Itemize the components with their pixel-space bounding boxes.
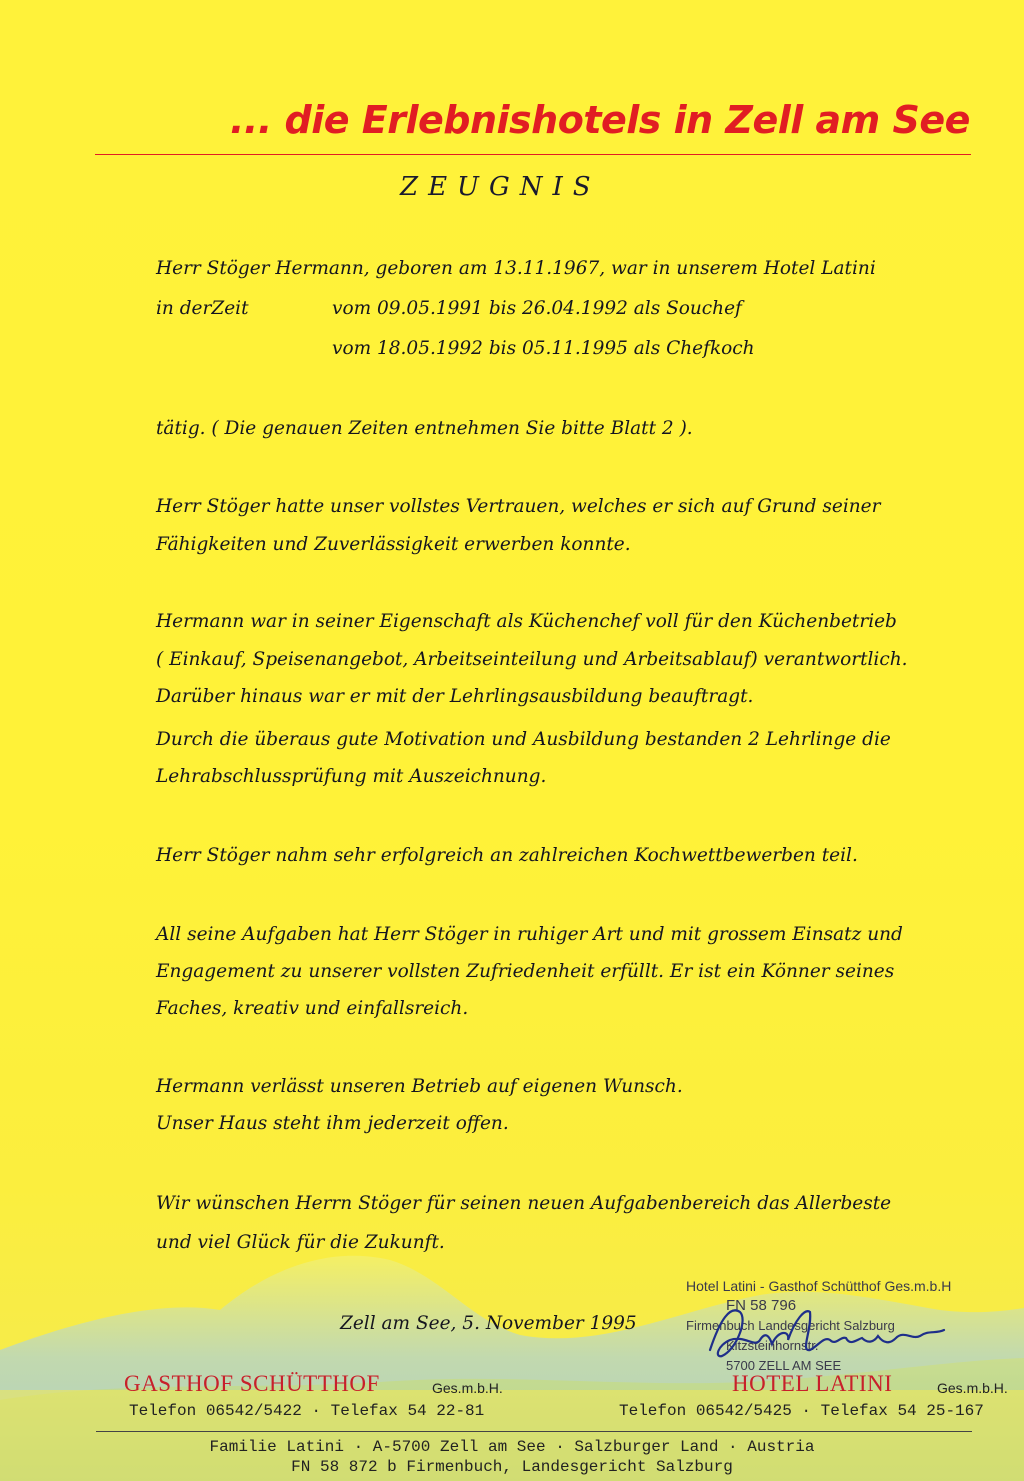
body-line: Wir wünschen Herrn Stöger für seinen neuen Aufgabenbereich das Allerbeste (156, 1193, 892, 1214)
company-name-left: GASTHOF SCHÜTTHOF (124, 1371, 380, 1396)
body-line: Herr Stöger Hermann, geboren am 13.11.1967, war in unserem Hotel Latini (156, 258, 876, 279)
period-line: vom 18.05.1992 bis 05.11.1995 als Chefkoch (332, 338, 755, 359)
footer-divider (96, 1431, 972, 1432)
stamp-line: Hotel Latini - Gasthof Schütthof Ges.m.b.H (686, 1278, 952, 1294)
body-line: All seine Aufgaben hat Herr Stöger in ruhiger Art und mit grossem Einsatz und (156, 924, 903, 945)
body-line: Fähigkeiten und Zuverlässigkeit erwerben konnte. (156, 534, 631, 555)
place-and-date: Zell am See, 5. November 1995 (340, 1313, 637, 1334)
footer-address: Familie Latini · A-5700 Zell am See · Salzburger Land · Austria (209, 1438, 815, 1456)
phone-left: Telefon 06542/5422 · Telefax 54 22-81 (129, 1402, 485, 1420)
body-line: Faches, kreativ und einfallsreich. (156, 998, 469, 1019)
body-line: in derZeit (156, 298, 249, 319)
period-line: vom 09.05.1991 bis 26.04.1992 als Souchef (332, 298, 742, 319)
phone-right: Telefon 06542/5425 · Telefax 54 25-167 (619, 1402, 984, 1420)
hotel-slogan-header: ... die Erlebnishotels in Zell am See (230, 98, 970, 142)
company-name-right: HOTEL LATINI (732, 1371, 893, 1396)
stamp-line: FN 58 796 (726, 1297, 797, 1314)
document-title: ZEUGNIS (400, 172, 601, 202)
body-line: Engagement zu unserer vollsten Zufriedenheit erfüllt. Er ist ein Könner seines (156, 961, 895, 982)
body-line: Darüber hinaus war er mit der Lehrlingsausbildung beauftragt. (156, 686, 754, 707)
body-line: tätig. ( Die genauen Zeiten entnehmen Sie bitte Blatt 2 ). (156, 418, 693, 439)
body-line: Durch die überaus gute Motivation und Ausbildung bestanden 2 Lehrlinge die (156, 729, 891, 750)
header-divider (95, 154, 971, 155)
handwritten-signature (700, 1300, 960, 1370)
body-line: Herr Stöger nahm sehr erfolgreich an zahlreichen Kochwettbewerben teil. (156, 845, 858, 866)
body-line: Herr Stöger hatte unser vollstes Vertrauen, welches er sich auf Grund seiner (156, 496, 881, 517)
body-line: Hermann war in seiner Eigenschaft als Küchenchef voll für den Küchenbetrieb (156, 611, 897, 632)
body-line: Lehrabschlussprüfung mit Auszeichnung. (156, 766, 547, 787)
body-line: ( Einkauf, Speisenangebot, Arbeitseinteilung und Arbeitsablauf) verantwortlich. (156, 649, 908, 670)
company-suffix-left: Ges.m.b.H. (432, 1380, 503, 1396)
stamp-line: Kitzsteinhornstr. (726, 1338, 819, 1353)
body-line: und viel Glück für die Zukunft. (156, 1232, 445, 1253)
body-line: Unser Haus steht ihm jederzeit offen. (156, 1113, 509, 1134)
company-suffix-right: Ges.m.b.H. (937, 1380, 1008, 1396)
stamp-line: 5700 ZELL AM SEE (726, 1358, 842, 1373)
stamp-line: Firmenbuch Landesgericht Salzburg (686, 1318, 895, 1333)
footer-registry: FN 58 872 b Firmenbuch, Landesgericht Salzburg (291, 1458, 733, 1476)
body-line: Hermann verlässt unseren Betrieb auf eigenen Wunsch. (156, 1076, 683, 1097)
